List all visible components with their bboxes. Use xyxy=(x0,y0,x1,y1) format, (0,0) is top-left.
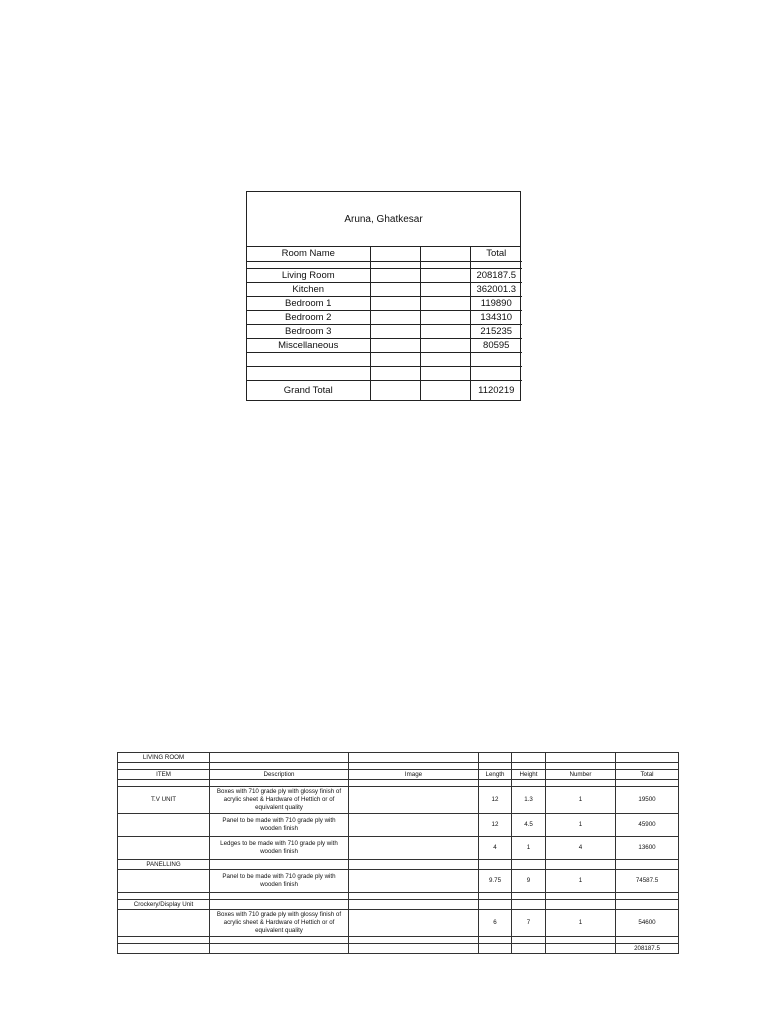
empty-row xyxy=(247,367,522,381)
section-title: LIVING ROOM xyxy=(118,753,210,763)
total-header: Total xyxy=(616,770,679,780)
summary-row xyxy=(247,297,522,311)
panelling-label: PANELLING xyxy=(118,860,210,870)
item-height: 1.3 xyxy=(512,787,546,814)
section-label-row xyxy=(118,900,679,910)
table-row xyxy=(118,870,679,893)
item-label: T.V UNIT xyxy=(118,787,210,814)
room-total: 362001.3 xyxy=(470,283,522,297)
detail-grand-total-row xyxy=(118,944,679,954)
item-image xyxy=(349,837,479,860)
description-header: Description xyxy=(210,770,349,780)
empty-row xyxy=(247,353,522,367)
item-total: 54600 xyxy=(616,910,679,937)
item-number: 4 xyxy=(546,837,616,860)
item-description: Ledges to be made with 710 grade ply with wooden finish xyxy=(210,837,349,860)
grand-total-label: Grand Total xyxy=(247,381,370,402)
item-height: 9 xyxy=(512,870,546,893)
section-title-row xyxy=(118,753,679,763)
item-length: 4 xyxy=(479,837,512,860)
image-header: Image xyxy=(349,770,479,780)
length-header: Length xyxy=(479,770,512,780)
item-number: 1 xyxy=(546,870,616,893)
summary-row xyxy=(247,339,522,353)
grand-total-value: 1120219 xyxy=(470,381,522,402)
item-length: 12 xyxy=(479,814,512,837)
summary-grid xyxy=(247,247,522,401)
item-total: 74587.5 xyxy=(616,870,679,893)
item-height: 7 xyxy=(512,910,546,937)
number-header: Number xyxy=(546,770,616,780)
item-number: 1 xyxy=(546,910,616,937)
item-description: Panel to be made with 710 grade ply with wooden finish xyxy=(210,870,349,893)
table-row xyxy=(118,787,679,814)
item-image xyxy=(349,910,479,937)
item-description: Panel to be made with 710 grade ply with wooden finish xyxy=(210,814,349,837)
room-name-header: Room Name xyxy=(247,247,370,262)
summary-header-row xyxy=(247,247,522,262)
room-name: Living Room xyxy=(247,269,370,283)
item-image xyxy=(349,870,479,893)
item-description: Boxes with 710 grade ply with glossy finish of acrylic sheet & Hardware of Hettich or of equivalent quality xyxy=(210,910,349,937)
detail-grand-total: 208187.5 xyxy=(616,944,679,954)
summary-row xyxy=(247,325,522,339)
item-total: 19500 xyxy=(616,787,679,814)
room-name: Bedroom 2 xyxy=(247,311,370,325)
total-header: Total xyxy=(470,247,522,262)
summary-row xyxy=(247,269,522,283)
item-number: 1 xyxy=(546,814,616,837)
summary-title: Aruna, Ghatkesar xyxy=(247,192,520,247)
room-name: Bedroom 3 xyxy=(247,325,370,339)
item-height: 4.5 xyxy=(512,814,546,837)
item-description: Boxes with 710 grade ply with glossy finish of acrylic sheet & Hardware of Hettich or of equivalent quality xyxy=(210,787,349,814)
item-length: 9.75 xyxy=(479,870,512,893)
living-room-detail-table xyxy=(117,752,678,954)
item-height: 1 xyxy=(512,837,546,860)
detail-grid xyxy=(117,752,679,954)
room-name: Bedroom 1 xyxy=(247,297,370,311)
room-total: 134310 xyxy=(470,311,522,325)
crockery-label: Crockery/Display Unit xyxy=(118,900,210,910)
item-length: 6 xyxy=(479,910,512,937)
item-total: 45900 xyxy=(616,814,679,837)
table-row xyxy=(118,814,679,837)
table-row xyxy=(118,910,679,937)
room-total: 119890 xyxy=(470,297,522,311)
summary-row xyxy=(247,311,522,325)
item-image xyxy=(349,814,479,837)
summary-table xyxy=(246,191,521,401)
table-row xyxy=(118,837,679,860)
room-name: Kitchen xyxy=(247,283,370,297)
grand-total-row xyxy=(247,381,522,402)
item-image xyxy=(349,787,479,814)
summary-row xyxy=(247,283,522,297)
section-label-row xyxy=(118,860,679,870)
item-number: 1 xyxy=(546,787,616,814)
item-total: 13600 xyxy=(616,837,679,860)
height-header: Height xyxy=(512,770,546,780)
room-total: 208187.5 xyxy=(470,269,522,283)
room-name: Miscellaneous xyxy=(247,339,370,353)
room-total: 215235 xyxy=(470,325,522,339)
room-total: 80595 xyxy=(470,339,522,353)
item-header: ITEM xyxy=(118,770,210,780)
detail-header-row xyxy=(118,770,679,780)
item-length: 12 xyxy=(479,787,512,814)
